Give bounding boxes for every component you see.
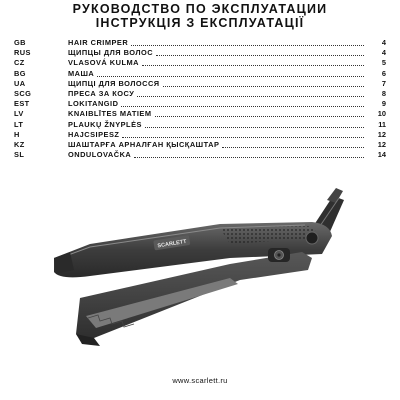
- toc-leader-dots: [163, 86, 364, 87]
- toc-entry-title: HAIR CRIMPER: [68, 38, 129, 47]
- toc-leader-dots: [145, 127, 364, 128]
- toc-row: [14, 79, 386, 89]
- toc-language-code: SCG: [14, 88, 32, 98]
- toc-row: [14, 69, 386, 79]
- toc-entry-title: МАША: [68, 68, 95, 78]
- toc-entry-title: VLASOVÁ KULMA: [68, 58, 139, 68]
- toc-page-number: 4: [381, 38, 386, 47]
- toc-leader-dots: [97, 76, 364, 77]
- toc-row: [14, 109, 386, 119]
- toc-page-number: 12: [377, 129, 386, 139]
- toc-row: [14, 130, 386, 140]
- toc-page-number: 6: [381, 68, 386, 78]
- toc-entry-title: LOKITANGID: [68, 99, 119, 109]
- toc-leader-dots: [156, 55, 364, 56]
- toc-entry-title: KNAIBLĪTES MATIEM: [68, 109, 152, 119]
- toc-language-code: EST: [14, 99, 30, 109]
- toc-language-code: RUS: [14, 48, 31, 58]
- toc-page-number: 12: [377, 139, 386, 149]
- toc-row: [14, 89, 386, 99]
- manual-title-uk: ІНСТРУКЦІЯ З ЕКСПЛУАТАЦІЇ: [95, 16, 305, 30]
- toc-page-number: 14: [377, 150, 386, 160]
- toc-row: [14, 150, 386, 160]
- table-of-contents: [14, 38, 386, 160]
- power-switch: [268, 248, 290, 262]
- toc-page-number: 8: [381, 88, 386, 98]
- toc-leader-dots: [134, 157, 364, 158]
- toc-entry-title: ШАШТАРҒА АРНАЛҒАН ҚЫСҚАШТАР: [68, 139, 220, 149]
- toc-page-number: 7: [381, 78, 386, 88]
- toc-leader-dots: [155, 116, 364, 117]
- toc-row: [14, 38, 386, 48]
- toc-entry-title: ЩИПЦЫ ДЛЯ ВОЛОС: [68, 48, 154, 58]
- toc-page-number: 10: [377, 109, 386, 119]
- toc-row: [14, 99, 386, 109]
- toc-language-code: UA: [14, 78, 26, 88]
- toc-language-code: H: [14, 129, 20, 139]
- toc-language-code: GB: [14, 38, 26, 47]
- toc-language-code: LV: [14, 109, 24, 119]
- toc-leader-dots: [122, 137, 364, 138]
- toc-row: [14, 140, 386, 150]
- toc-leader-dots: [142, 65, 364, 66]
- brand-label-text: SCARLETT: [157, 238, 188, 250]
- toc-row: [14, 120, 386, 130]
- toc-entry-title: ONDULOVAČKA: [68, 150, 132, 160]
- toc-leader-dots: [121, 106, 364, 107]
- toc-language-code: SL: [14, 150, 25, 160]
- toc-page-number: 9: [381, 99, 386, 109]
- toc-page-number: 4: [381, 48, 386, 58]
- website-url: www.scarlett.ru: [172, 376, 228, 385]
- toc-language-code: KZ: [14, 139, 25, 149]
- toc-entry-title: PLAUKŲ ŽNYPLĖS: [68, 119, 142, 129]
- manual-title-ru: РУКОВОДСТВО ПО ЭКСПЛУАТАЦИИ: [72, 2, 328, 16]
- toc-entry-title: ЩИПЦІ ДЛЯ ВОЛОССЯ: [68, 78, 160, 88]
- hinge-pivot: [306, 232, 318, 244]
- toc-leader-dots: [131, 45, 364, 46]
- toc-language-code: CZ: [14, 58, 25, 68]
- toc-row: [14, 58, 386, 68]
- toc-row: [14, 48, 386, 58]
- toc-leader-dots: [222, 147, 364, 148]
- toc-language-code: LT: [14, 119, 24, 129]
- toc-page-number: 11: [378, 119, 386, 129]
- toc-page-number: 5: [381, 58, 386, 68]
- toc-leader-dots: [137, 96, 364, 97]
- toc-entry-title: ПРЕСА ЗА КОСУ: [68, 88, 135, 98]
- toc-entry-title: HAJCSIPESZ: [68, 129, 120, 139]
- hair-crimper-illustration: [50, 188, 360, 348]
- toc-language-code: BG: [14, 68, 26, 78]
